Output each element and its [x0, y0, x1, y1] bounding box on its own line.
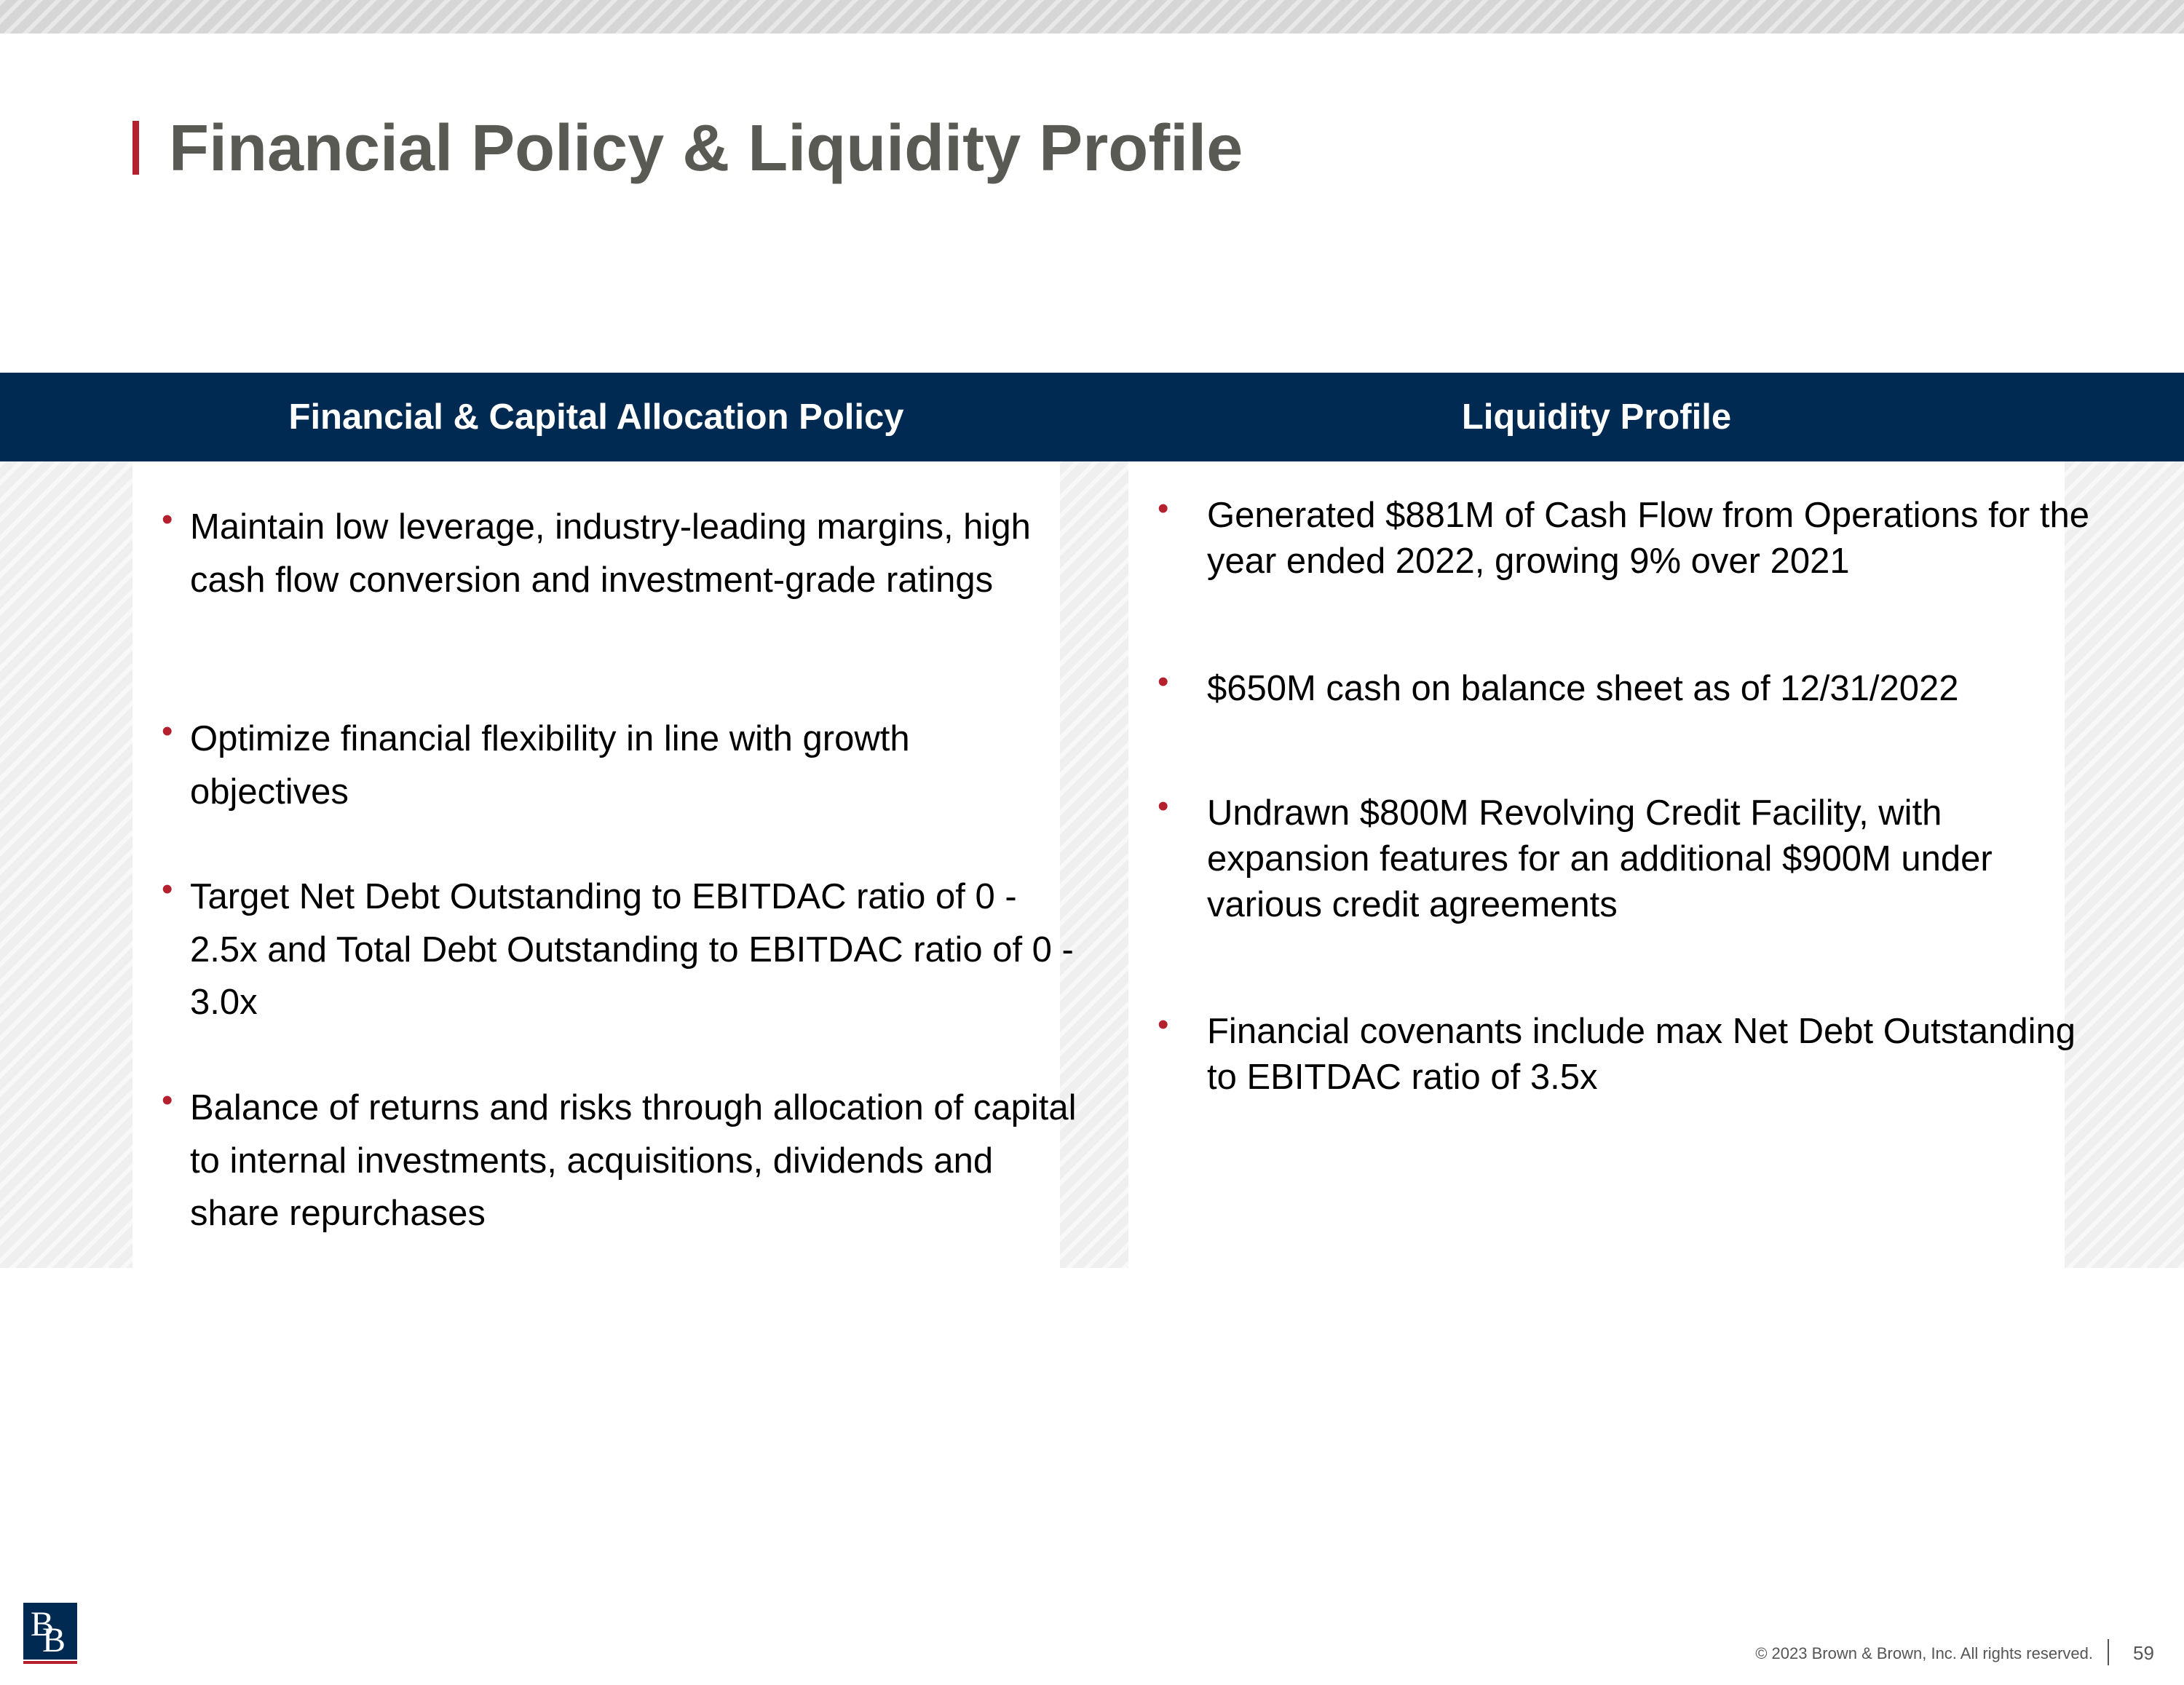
- bullet-dot-icon: •: [162, 501, 173, 537]
- bullet-dot-icon: •: [1158, 664, 1169, 699]
- bullet-dot-icon: •: [1158, 788, 1169, 824]
- liquidity-bullet: [1158, 1009, 2110, 1101]
- copyright-notice: © 2023 Brown & Brown, Inc. All rights reserved.: [1755, 1644, 2093, 1662]
- logo-letter-b-top: B: [31, 1605, 55, 1644]
- liquidity-bullet: [1158, 666, 2110, 712]
- bullet-dot-icon: •: [162, 1082, 173, 1118]
- logo-letter-b-bottom: B: [42, 1621, 66, 1660]
- policy-bullet-text: Balance of returns and risks through allocation of capital to internal investments, acquisitions, dividends and share repurchases: [190, 1088, 1077, 1233]
- policy-bullet: [162, 501, 1078, 606]
- liquidity-bullet-text: Undrawn $800M Revolving Credit Facility, with expansion features for an additional $900M under various credit agreements: [1207, 793, 1993, 924]
- page-number: 59: [2133, 1642, 2154, 1664]
- liquidity-bullet-text: Generated $881M of Cash Flow from Operations for the year ended 2022, growing 9% over 2021: [1207, 496, 2089, 581]
- title-accent-bar: [132, 121, 139, 175]
- bullet-dot-icon: •: [162, 713, 173, 749]
- liquidity-bullet: [1158, 493, 2110, 584]
- liquidity-bullet-text: $650M cash on balance sheet as of 12/31/2022: [1207, 669, 1959, 708]
- liquidity-bullet-text: Financial covenants include max Net Debt Outstanding to EBITDAC ratio of 3.5x: [1207, 1012, 2076, 1097]
- logo-accent-underline: [23, 1661, 77, 1664]
- policy-bullet-text: Optimize financial flexibility in line with growth objectives: [190, 719, 910, 812]
- top-decorative-strip: [0, 0, 2184, 33]
- brown-and-brown-logo: [23, 1603, 77, 1660]
- liquidity-profile-panel: [1128, 461, 2089, 1268]
- bullet-dot-icon: •: [1158, 491, 1169, 526]
- bullet-dot-icon: •: [162, 871, 173, 907]
- bullet-dot-icon: •: [1158, 1007, 1169, 1042]
- right-column-header: Liquidity Profile: [1461, 397, 1732, 437]
- footer-divider: [2108, 1639, 2109, 1665]
- policy-bullet-text: Maintain low leverage, industry-leading margins, high cash flow conversion and investment-grade ratings: [190, 507, 1031, 600]
- policy-bullet: [162, 1082, 1078, 1240]
- policy-bullet: [162, 713, 1078, 818]
- left-column-header: Financial & Capital Allocation Policy: [288, 397, 904, 437]
- financial-policy-panel: [132, 461, 1077, 1268]
- policy-bullet-text: Target Net Debt Outstanding to EBITDAC ratio of 0 - 2.5x and Total Debt Outstanding to EBITDAC ratio of 0 - 3.0x: [190, 877, 1074, 1022]
- liquidity-bullet: [1158, 790, 2110, 928]
- policy-bullet: [162, 871, 1078, 1029]
- page-title: Financial Policy & Liquidity Profile: [169, 112, 1243, 185]
